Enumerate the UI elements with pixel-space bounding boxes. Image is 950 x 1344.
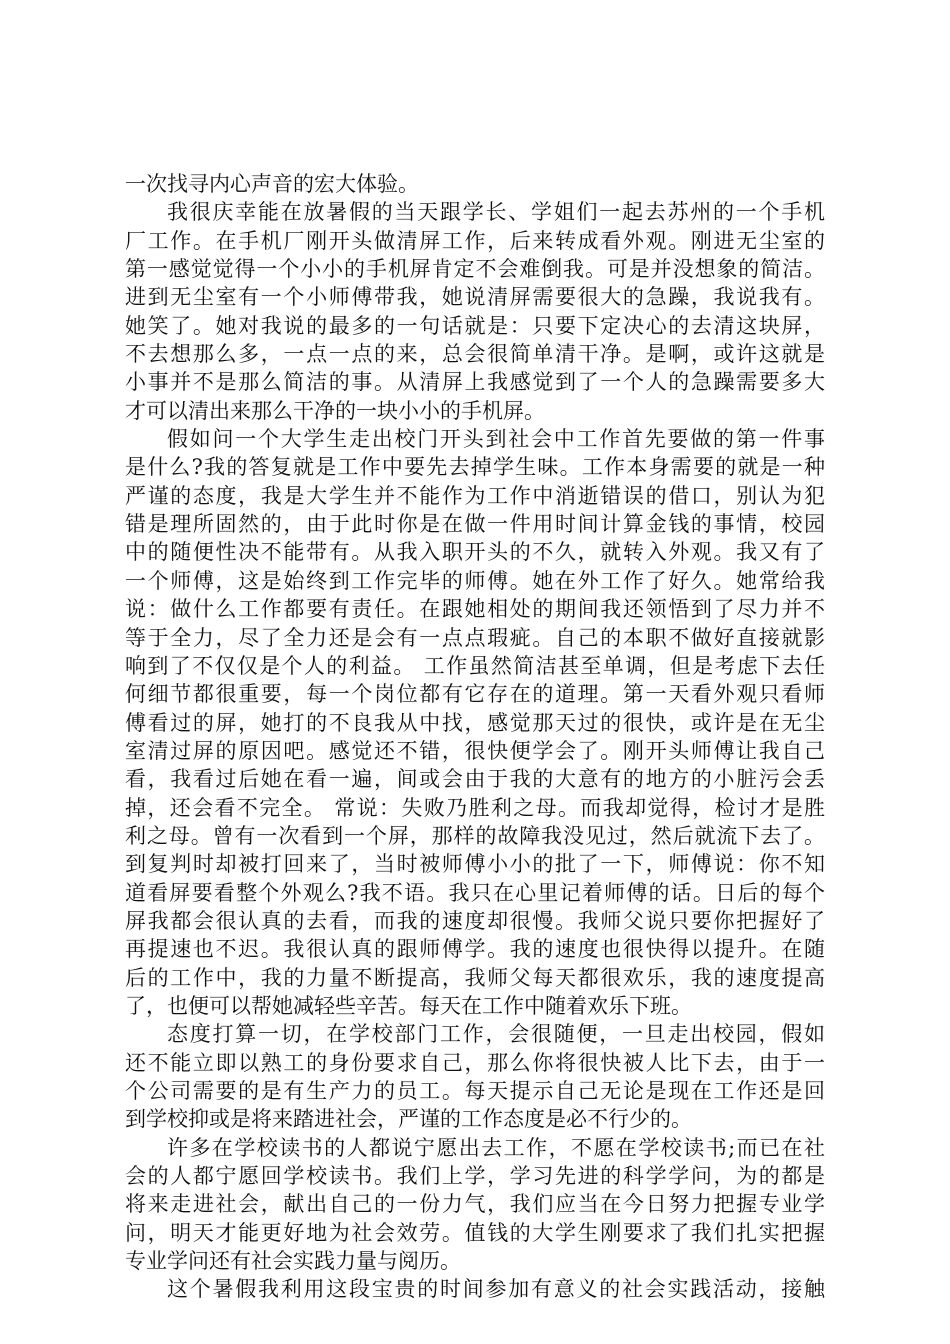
text-line: 这个暑假我利用这段宝贵的时间参加有意义的社会实践活动，接触 — [167, 1277, 825, 1302]
text-line: 傅看过的屏，她打的不良我从中找，感觉那天过的很快，或许是在无尘 — [125, 710, 825, 735]
text-line: 一个师傅，这是始终到工作完毕的师傅。她在外工作了好久。她常给我 — [125, 568, 825, 593]
text-line: 个公司需要的是有生产力的员工。每天提示自己无论是现在工作还是回 — [125, 1079, 825, 1103]
text-line: 何细节都很重要，每一个岗位都有它存在的道理。第一天看外观只看师 — [125, 682, 825, 707]
text-line: 后的工作中，我的力量不断提高，我师父每天都很欢乐，我的速度提高 — [125, 965, 825, 990]
text-line: 将来走进社会，献出自己的一份力气，我们应当在今日努力把握专业学 — [125, 1192, 825, 1217]
text-line: 错是理所固然的，由于此时你是在做一件用时间计算金钱的事情，校园 — [125, 512, 825, 537]
text-line: 厂工作。在手机厂刚开头做清屏工作，后来转成看外观。刚进无尘室的 — [125, 228, 825, 253]
text-line: 还不能立即以熟工的身份要求自己，那么你将很快被人比下去，由于一 — [125, 1050, 825, 1075]
text-line: 严谨的态度，我是大学生并不能作为工作中消逝错误的借口，别认为犯 — [125, 483, 825, 508]
text-line: 再提速也不迟。我很认真的跟师傅学。我的速度也很快得以提升。在随 — [125, 937, 825, 962]
text-line: 小事并不是那么简洁的事。从清屏上我感觉到了一个人的急躁需要多大 — [125, 370, 825, 395]
body-text — [125, 170, 825, 1304]
text-line: 中的随便性决不能带有。从我入职开头的不久，就转入外观。我又有了 — [125, 540, 825, 565]
text-line: 不去想那么多，一点一点的来，总会很简单清干净。是啊，或许这就是 — [125, 342, 825, 367]
text-line: 她笑了。她对我说的最多的一句话就是：只要下定决心的去清这块屏， — [125, 313, 825, 338]
text-line: 说：做什么工作都要有责任。在跟她相处的期间我还领悟到了尽力并不 — [125, 597, 825, 622]
text-line: 一次找寻内心声音的宏大体验。 — [125, 172, 419, 196]
text-line: 进到无尘室有一个小师傅带我，她说清屏需要很大的急躁，我说我有。 — [125, 285, 825, 310]
text-line: 许多在学校读书的人都说宁愿出去工作，不愿在学校读书;而已在社 — [167, 1135, 825, 1160]
text-line: 到学校抑或是将来踏进社会，严谨的工作态度是必不行少的。 — [125, 1107, 692, 1132]
text-line: 会的人都宁愿回学校读书。我们上学，学习先进的科学学问，为的都是 — [125, 1164, 825, 1189]
text-line: 利之母。曾有一次看到一个屏，那样的故障我没见过，然后就流下去了。 — [125, 823, 825, 848]
text-line: 响到了不仅仅是个人的利益。 工作虽然简洁甚至单调，但是考虑下去任 — [125, 653, 825, 678]
text-line: 我很庆幸能在放暑假的当天跟学长、学姐们一起去苏州的一个手机 — [167, 200, 825, 225]
text-line: 到复判时却被打回来了，当时被师傅小小的批了一下，师傅说：你不知 — [125, 852, 825, 877]
text-line: 屏我都会很认真的去看，而我的速度却很慢。我师父说只要你把握好了 — [125, 908, 825, 933]
text-line: 第一感觉觉得一个小小的手机屏肯定不会难倒我。可是并没想象的简洁。 — [125, 257, 825, 282]
text-line: 态度打算一切，在学校部门工作，会很随便，一旦走出校园，假如 — [167, 1022, 825, 1047]
text-line: 问，明天才能更好地为社会效劳。值钱的大学生刚要求了我们扎实把握 — [125, 1220, 825, 1245]
text-line: 了，也便可以帮她减轻些辛苦。每天在工作中随着欢乐下班。 — [125, 993, 692, 1018]
text-line: 道看屏要看整个外观么?我不语。我只在心里记着师傅的话。日后的每个 — [125, 880, 825, 905]
text-line: 看，我看过后她在看一遍，间或会由于我的大意有的地方的小脏污会丢 — [125, 767, 825, 792]
text-line: 等于全力，尽了全力还是会有一点点瑕疵。自己的本职不做好直接就影 — [125, 625, 825, 650]
text-line: 才可以清出来那么干净的一块小小的手机屏。 — [125, 398, 545, 423]
text-line: 室清过屏的原因吧。感觉还不错，很快便学会了。刚开头师傅让我自己 — [125, 738, 825, 763]
text-line: 假如问一个大学生走出校门开头到社会中工作首先要做的第一件事 — [167, 427, 825, 452]
text-line: 掉，还会看不完全。 常说：失败乃胜利之母。而我却觉得，检讨才是胜 — [125, 795, 825, 820]
text-line: 专业学问还有社会实践力量与阅历。 — [125, 1249, 461, 1274]
text-line: 是什么?我的答复就是工作中要先去掉学生味。工作本身需要的就是一种 — [125, 455, 825, 480]
